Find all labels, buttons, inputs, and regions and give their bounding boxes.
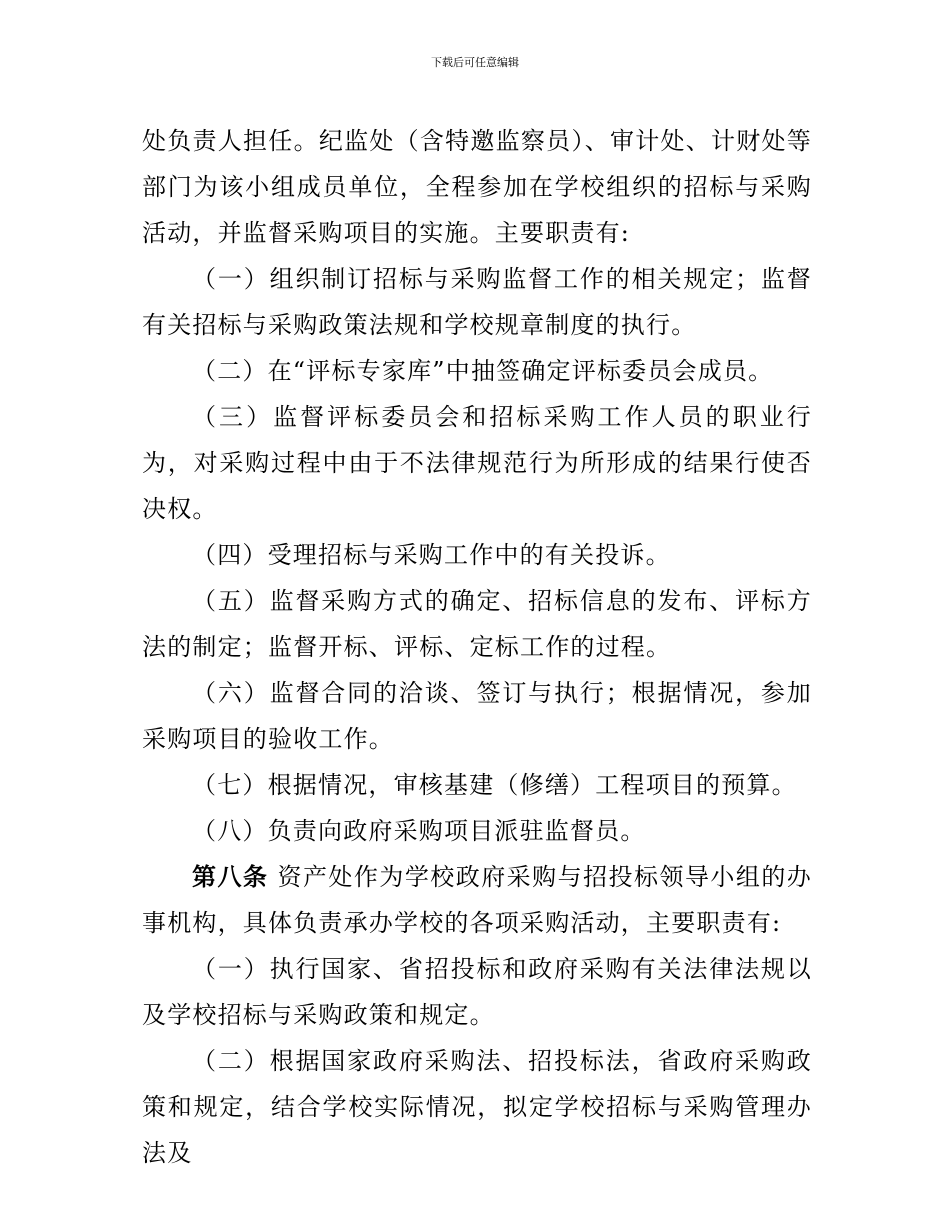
paragraph: 处负责人担任。纪监处（含特邀监察员）、审计处、计财处等部门为该小组成员单位，全程参加在学校组织的招标与采购活动，并监督采购项目的实施。主要职责有:: [142, 127, 812, 247]
paragraph: （五）监督采购方式的确定、招标信息的发布、评标方法的制定；监督开标、评标、定标工作的过程。: [142, 587, 812, 661]
document-body: [142, 118, 812, 1176]
paragraph: （四）受理招标与采购工作中的有关投诉。: [192, 541, 671, 569]
article-paragraph: [142, 854, 812, 946]
paragraph: （一）执行国家、省招投标和政府采购有关法律法规以及学校招标与采购政策和规定。: [142, 955, 812, 1029]
paragraph: （三）监督评标委员会和招标采购工作人员的职业行为，对采购过程中由于不法律规范行为所形成的结果行使否决权。: [142, 403, 812, 523]
paragraph: （二）根据国家政府采购法、招投标法，省政府采购政策和规定，结合学校实际情况，拟定学校招标与采购管理办法及: [142, 1047, 812, 1167]
page-header: 下载后可任意编辑: [431, 56, 519, 69]
article-label: 第八条: [192, 862, 269, 891]
paragraph: （二）在“评标专家库”中抽签确定评标委员会成员。: [192, 357, 774, 385]
paragraph: （八）负责向政府采购项目派驻监督员。: [192, 817, 646, 845]
paragraph: （一）组织制订招标与采购监督工作的相关规定；监督有关招标与采购政策法规和学校规章制度的执行。: [142, 265, 812, 339]
paragraph: （六）监督合同的洽谈、签订与执行；根据情况，参加采购项目的验收工作。: [142, 679, 812, 753]
paragraph: （七）根据情况，审核基建（修缮）工程项目的预算。: [192, 771, 797, 799]
article-text: 资产处作为学校政府采购与招投标领导小组的办事机构，具体负责承办学校的各项采购活动，主要职责有:: [142, 863, 812, 937]
